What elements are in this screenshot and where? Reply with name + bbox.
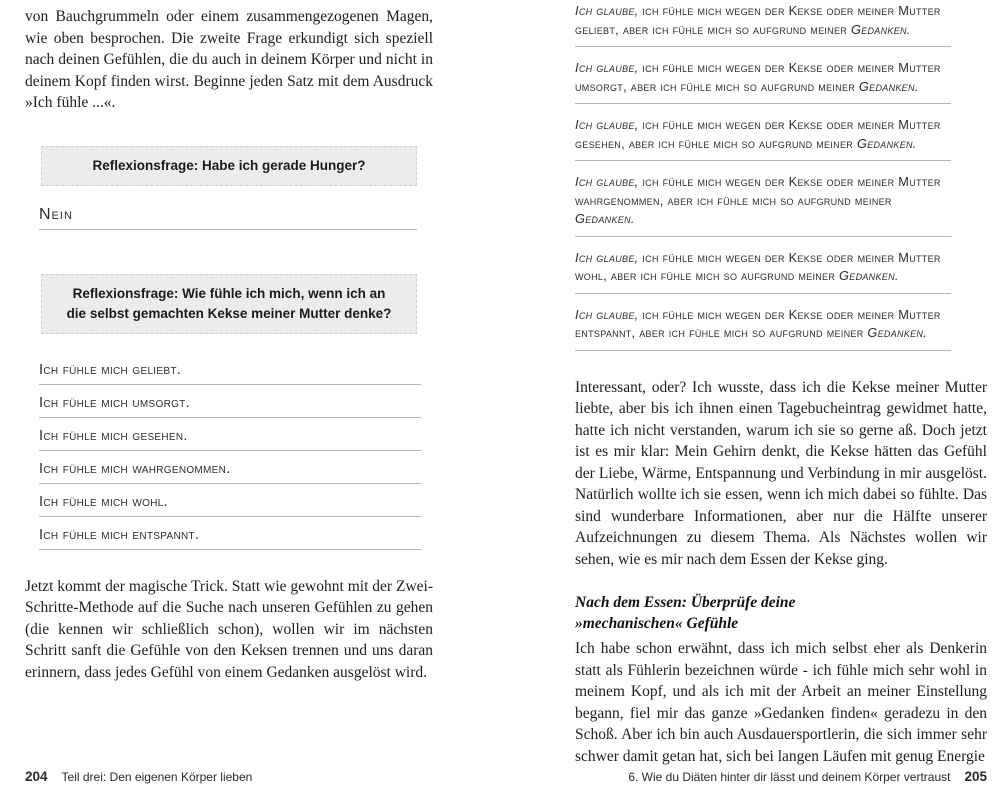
journal-entry xyxy=(575,2,951,47)
journal-entry xyxy=(575,173,951,237)
journal-entry xyxy=(575,249,951,294)
journal-text: ich fühle mich wegen der Kekse oder meiner Mutter xyxy=(638,174,941,189)
journal-text: ich fühle mich wegen der Kekse oder meiner Mutter xyxy=(638,3,941,18)
journal-entry-line xyxy=(575,192,951,211)
journal-text: entspannt, aber ich fühle mich so aufgrund meiner xyxy=(575,325,868,340)
journal-text-italic: Gedanken. xyxy=(867,325,928,340)
journal-entry xyxy=(575,59,951,104)
journal-entry-line xyxy=(575,173,951,192)
journal-text-italic: Gedanken. xyxy=(858,78,919,94)
journal-text-italic: Gedanken. xyxy=(839,268,899,283)
journal-text: ich fühle mich wegen der Kekse oder meiner Mutter xyxy=(638,249,941,265)
feeling-answer-line: Ich fühle mich wohl. xyxy=(39,494,421,517)
left-outro-paragraph: Jetzt kommt der magische Trick. Statt wie gewohnt mit der Zwei-Schritte-Methode auf die Suche nach unseren Gefühlen zu gehen (die kennen wir schließlich schon), wollen wir im nächsten Schritt sanft die Gefühle von den Keksen trennen und uns daran erinnern, dass jedes Gefühl von einem Gedanken ausgelöst wird. xyxy=(25,577,433,681)
footer-right xyxy=(547,769,987,784)
page-left xyxy=(25,6,433,683)
journal-text: wohl, aber ich fühle mich so aufgrund meiner xyxy=(575,268,840,283)
page-right xyxy=(575,2,987,767)
journal-entry-line xyxy=(575,59,951,78)
journal-entry-line xyxy=(575,78,951,97)
section-heading xyxy=(575,592,987,634)
reflection-box-hunger xyxy=(41,146,417,186)
reflection-box-kekse xyxy=(41,274,417,334)
feeling-answer-line: Ich fühle mich gesehen. xyxy=(39,428,421,451)
journal-text-italic: Gedanken. xyxy=(856,135,917,151)
journal-text: geliebt, aber ich fühle mich so aufgrund meiner xyxy=(575,21,851,37)
left-intro-paragraph: von Bauchgrummeln oder einem zusammengezogenen Magen, wie oben besprochen. Die zweite Frage erkundigt sich speziell nach deinen Gefühlen, die du auch in deinem Körper und nicht in deinem Kopf finden wirst. Beginne jeden Satz mit dem Ausdruck »Ich fühle ...«. xyxy=(25,8,433,111)
journal-entry-line xyxy=(575,249,951,268)
journal-text: ich fühle mich wegen der Kekse oder meiner Mutter xyxy=(638,117,941,132)
footer-label-left: Teil drei: Den eigenen Körper lieben xyxy=(61,770,253,784)
feeling-answers xyxy=(39,362,421,550)
journal-text-italic: Ich glaube, xyxy=(575,306,639,322)
journal-entry-line xyxy=(575,116,951,135)
journal-text-italic: Gedanken. xyxy=(850,21,911,37)
journal-text-italic: Ich glaube, xyxy=(575,60,639,75)
section-heading-line-1: Nach dem Essen: Überprüfe deine xyxy=(575,594,796,611)
footer-label-right: 6. Wie du Diäten hinter dir lässt und deinem Körper vertraust xyxy=(628,770,951,784)
journal-entry xyxy=(575,306,951,351)
journal-text: umsorgt, aber ich fühle mich so aufgrund meiner xyxy=(575,78,859,94)
handwritten-answer-nein: Nein xyxy=(39,206,417,230)
section-heading-line-2: »mechanischen« Gefühle xyxy=(575,615,739,632)
journal-text: ich fühle mich wegen der Kekse oder meiner Mutter xyxy=(638,306,941,322)
journal-text-italic: Ich glaube, xyxy=(575,3,639,18)
journal-entry-line xyxy=(575,2,951,21)
journal-text: gesehen, aber ich fühle mich so aufgrund meiner xyxy=(575,135,857,151)
reflection-question-2: Reflexionsfrage: Wie fühle ich mich, wenn ich an die selbst gemachten Kekse meiner Mutter denke? xyxy=(66,285,392,321)
feeling-answer-line: Ich fühle mich umsorgt. xyxy=(39,395,421,418)
right-paragraph-1: Interessant, oder? Ich wusste, dass ich die Kekse meiner Mutter liebte, aber bis ich ihnen einen Tagebucheintrag gewidmet hatte, hatte ich nicht verstanden, warum ich sie so gerne aß. Doch jetzt ist es mir klar: Mein Gehirn denkt, die Kekse hätten das Gefühl der Liebe, Wärme, Entspannung und Verbindung in mir ausgelöst. Natürlich wollte ich sie essen, wenn ich mich dabei so fühlte. Das sind wunderbare Informationen, aber nur die Hälfte unserer Aufzeichnungen zu diesem Thema. Als Nächstes wollen wir sehen, wie es mir nach dem Essen der Kekse ging. xyxy=(575,378,987,568)
footer-left xyxy=(25,769,465,784)
page-number-right: 205 xyxy=(964,769,987,784)
journal-text-italic: Gedanken. xyxy=(575,211,635,226)
journal-entries xyxy=(575,2,951,351)
journal-entry-line xyxy=(575,21,951,40)
right-paragraph-2: Ich habe schon erwähnt, dass ich mich selbst eher als Denkerin statt als Fühlerin bezeichnen würde - ich fühle mich sehr wohl in meinem Kopf, und als ich mit der Arbeit an meiner Einstellung begann, fiel mir das ganze »Gedanken finden« geradezu in den Schoß. Aber ich bin auch Ausdauersportlerin, die sich immer sehr schwer damit getan hat, sich bei langen Läufen mit genug Energie xyxy=(575,640,987,765)
reflection-question-1: Reflexionsfrage: Habe ich gerade Hunger? xyxy=(92,157,366,173)
journal-text-italic: Ich glaube, xyxy=(575,249,639,265)
feeling-answer-line: Ich fühle mich entspannt. xyxy=(39,527,421,550)
journal-text-italic: Ich glaube, xyxy=(575,174,639,189)
journal-text: ich fühle mich wegen der Kekse oder meiner Mutter xyxy=(638,60,941,75)
journal-entry-line xyxy=(575,306,951,325)
journal-entry-line xyxy=(575,267,951,286)
journal-entry-line xyxy=(575,324,951,343)
journal-entry xyxy=(575,116,951,161)
page-number-left: 204 xyxy=(25,769,48,784)
feeling-answer-line: Ich fühle mich geliebt. xyxy=(39,362,421,385)
journal-text: wahrgenommen, aber ich fühle mich so aufgrund meiner xyxy=(575,192,892,208)
journal-entry-line xyxy=(575,135,951,154)
journal-text-italic: Ich glaube, xyxy=(575,117,639,132)
journal-entry-line xyxy=(575,210,951,229)
feeling-answer-line: Ich fühle mich wahrgenommen. xyxy=(39,461,421,484)
